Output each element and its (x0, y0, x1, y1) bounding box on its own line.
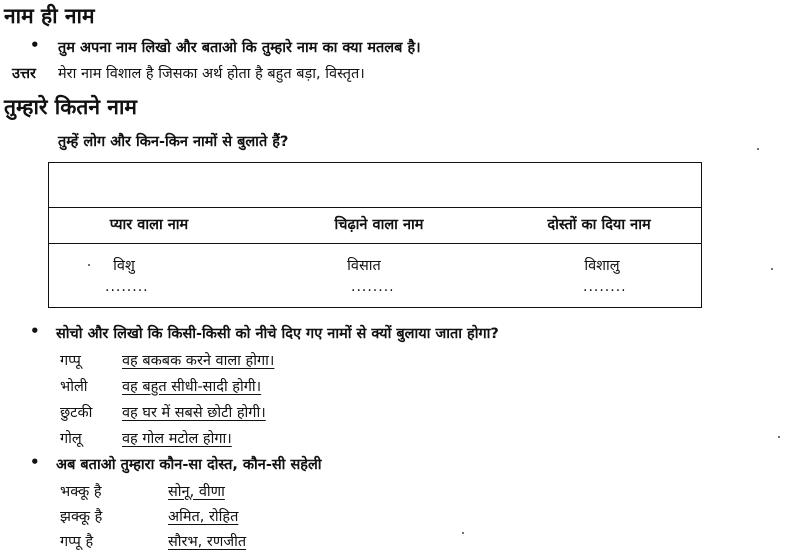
table-cell-dots: ........ (351, 279, 395, 295)
table-divider (49, 243, 701, 244)
friend-nickname-label: गप्पू है (60, 534, 94, 550)
bullet-icon: • (30, 453, 40, 471)
friend-names: सोनू, वीणा (168, 484, 225, 500)
scan-speck (778, 436, 780, 438)
question-name-meaning: तुम अपना नाम लिखो और बताओ कि तुम्हारे नाम का क्या मतलब है। (58, 40, 421, 56)
table-cell-dots: ........ (583, 279, 627, 295)
bullet-icon: • (30, 36, 40, 54)
table-divider (49, 207, 701, 208)
table-cell-value: विसात (347, 258, 381, 274)
nickname-label: भोली (60, 379, 88, 395)
nickname-label: गप्पू (60, 353, 81, 369)
table-header-doston-naam: दोस्तों का दिया नाम (547, 217, 651, 233)
scan-speck (462, 532, 464, 534)
friend-names: अमित, रोहित (168, 509, 239, 525)
nickname-reason: वह घर में सबसे छोटी होगी। (122, 405, 266, 421)
scan-speck (757, 148, 759, 150)
table-header-pyar-naam: प्यार वाला नाम (109, 217, 189, 233)
nickname-label: गोलू (60, 431, 82, 447)
table-cell-value: विशु (113, 258, 135, 274)
nickname-reason: वह बकबक करने वाला होगा। (122, 353, 275, 369)
bullet-icon: • (30, 322, 40, 340)
nickname-label: छुटकी (60, 405, 93, 421)
question-why-called: सोचो और लिखो कि किसी-किसी को नीचे दिए गए नामों से क्यों बुलाया जाता होगा? (56, 326, 499, 342)
table-cell-dots: ........ (105, 279, 149, 295)
question-friends: अब बताओ तुम्हारा कौन-सा दोस्त, कौन-सी सहेली (56, 457, 322, 473)
question-other-names: तुम्हें लोग और किन-किन नामों से बुलाते हैं? (58, 134, 289, 150)
section-title-naam-hi-naam: नाम ही नाम (4, 4, 95, 28)
friend-names: सौरभ, रणजीत (168, 534, 247, 550)
friend-nickname-label: भक्कू है (60, 484, 102, 500)
scan-speck (771, 268, 773, 270)
answer-label: उत्तर (12, 66, 36, 82)
table-header-chidhane-naam: चिढ़ाने वाला नाम (334, 217, 424, 233)
scan-speck (88, 264, 90, 266)
nickname-reason: वह बहुत सीधी-सादी होगी। (122, 379, 262, 395)
section-title-kitne-naam: तुम्हारे कितने नाम (4, 95, 137, 119)
names-table (48, 162, 702, 308)
friend-nickname-label: झक्कू है (60, 509, 103, 525)
table-cell-value: विशालु (584, 258, 620, 274)
nickname-reason: वह गोल मटोल होगा। (122, 431, 232, 447)
answer-name-meaning: मेरा नाम विशाल है जिसका अर्थ होता है बहुत बड़ा, विस्तृत। (58, 66, 365, 82)
